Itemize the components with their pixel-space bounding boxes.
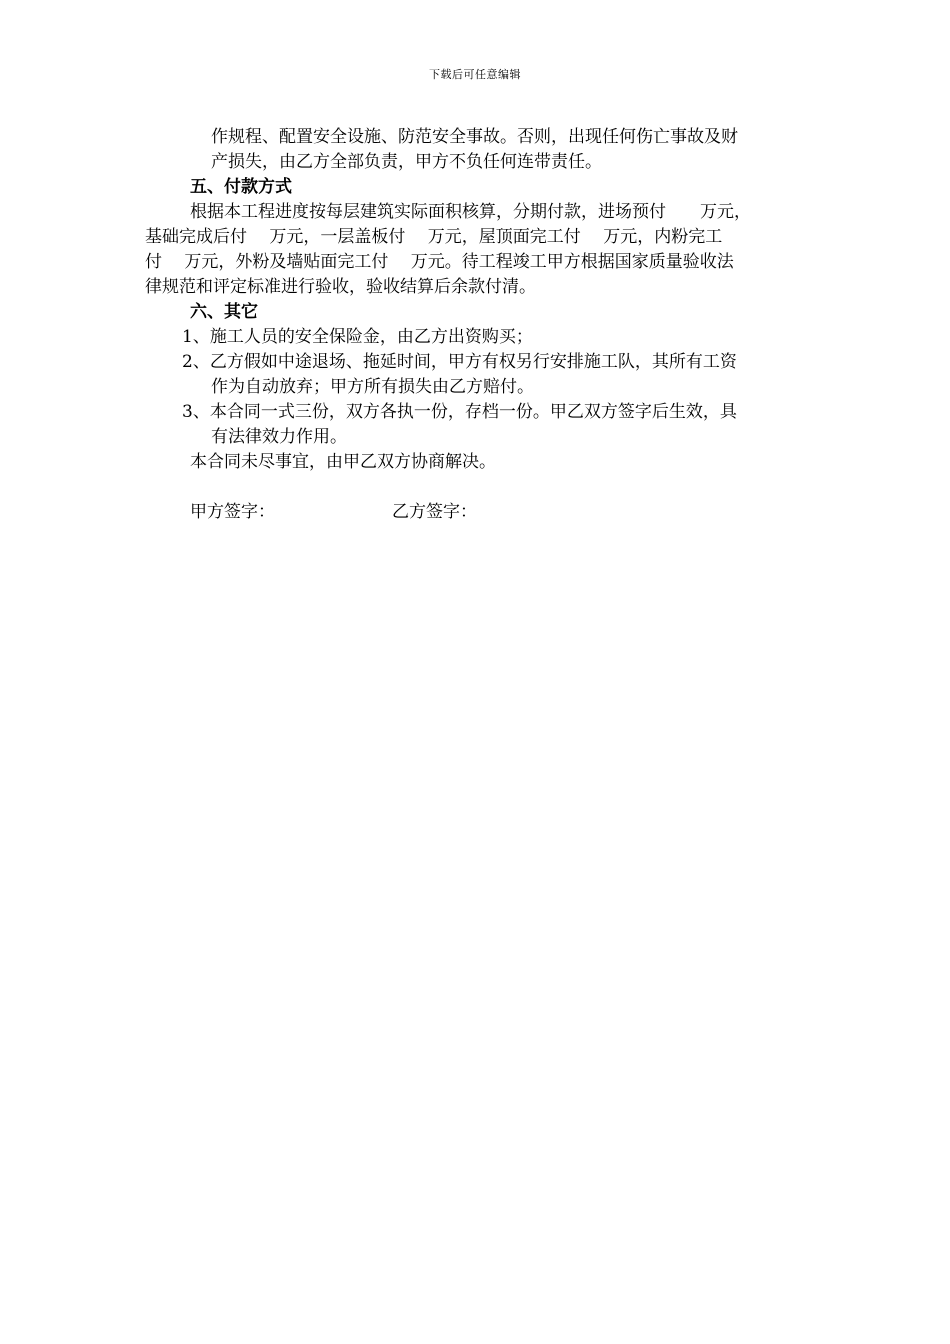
section4-continued-line-1: 作规程、配置安全设施、防范安全事故。否则，出现任何伤亡事故及财 <box>211 127 738 147</box>
section6-item-3-line-1: 3、本合同一式三份，双方各执一份，存档一份。甲乙双方签字后生效，具 <box>182 402 737 422</box>
section6-item-1: 1、施工人员的安全保险金，由乙方出资购买； <box>182 327 533 347</box>
section6-item-2-line-2: 作为自动放弃；甲方所有损失由乙方赔付。 <box>211 377 534 397</box>
section5-heading: 五、付款方式 <box>190 177 292 197</box>
party-b-signature-label: 乙方签字： <box>392 502 477 522</box>
section6-item-2-line-1: 2、乙方假如中途退场、拖延时间，甲方有权另行安排施工队，其所有工资 <box>182 352 737 372</box>
page-header-note: 下载后可任意编辑 <box>429 68 521 81</box>
closing-sentence: 本合同未尽事宜，由甲乙双方协商解决。 <box>190 452 496 472</box>
section5-paragraph-line-1: 根据本工程进度按每层建筑实际面积核算，分期付款，进场预付 万元， <box>190 202 751 222</box>
section5-paragraph-line-4: 律规范和评定标准进行验收，验收结算后余款付清。 <box>145 277 536 297</box>
section4-continued-line-2: 产损失，由乙方全部负责，甲方不负任何连带责任。 <box>211 152 602 172</box>
section5-paragraph-line-2: 基础完成后付 万元，一层盖板付 万元，屋顶面完工付 万元，内粉完工 <box>145 227 723 247</box>
party-a-signature-label: 甲方签字： <box>190 502 275 522</box>
section5-paragraph-line-3: 付 万元，外粉及墙贴面完工付 万元。待工程竣工甲方根据国家质量验收法 <box>145 252 734 272</box>
section6-item-3-line-2: 有法律效力作用。 <box>211 427 347 447</box>
section6-heading: 六、其它 <box>190 302 258 322</box>
